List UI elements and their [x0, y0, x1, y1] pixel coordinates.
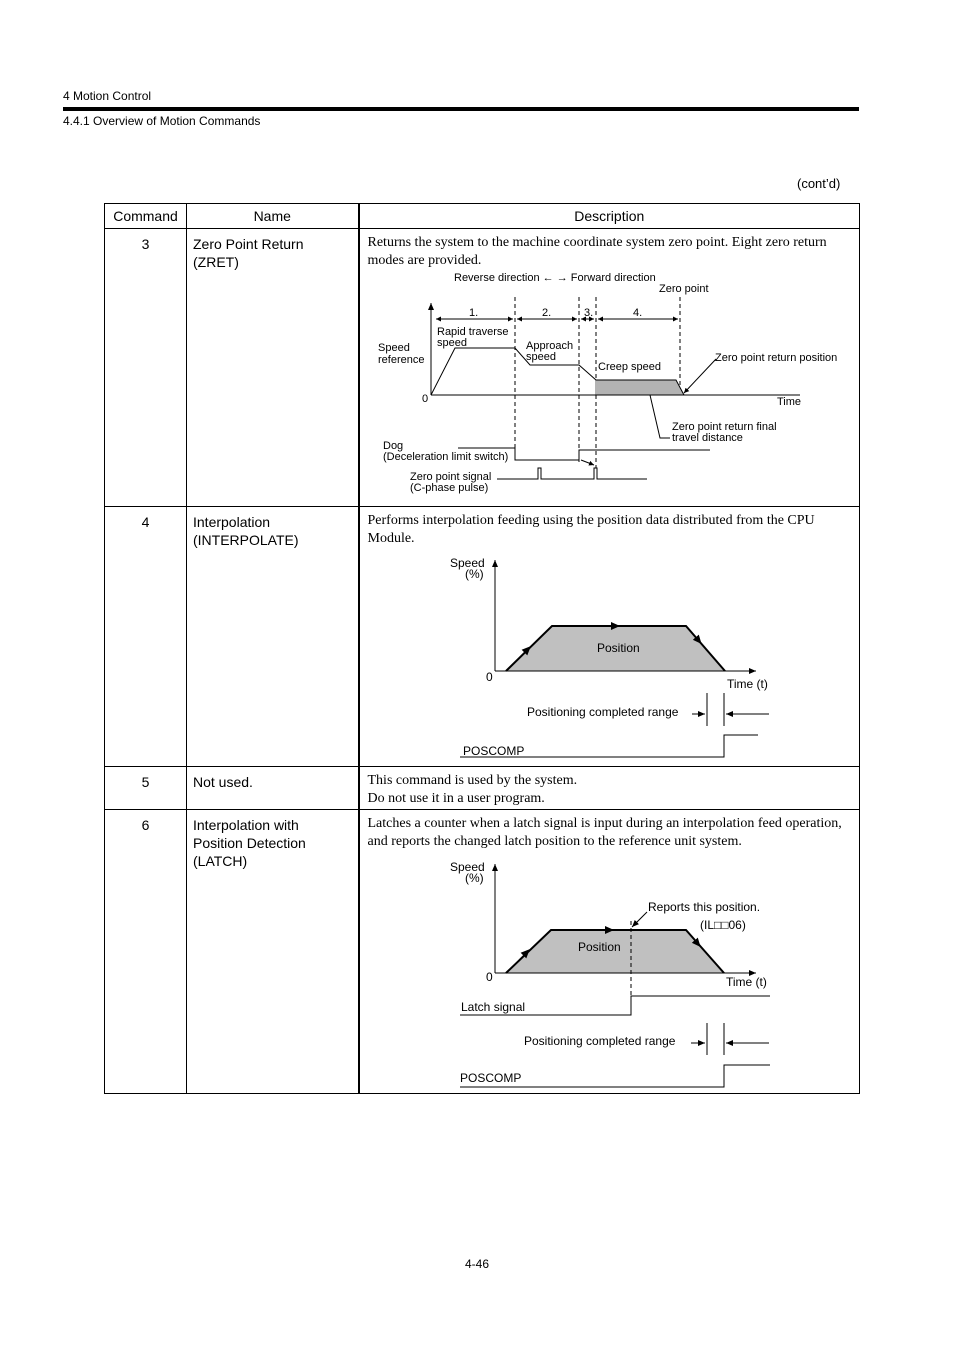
phase-label: 4. [632, 307, 642, 319]
column-header-name: Name [187, 204, 359, 229]
phase-label: 2. [541, 307, 551, 319]
return-position-leader [684, 359, 716, 393]
zero-point-return-diagram [360, 273, 849, 505]
command-name-line: Zero Point Return [193, 236, 304, 252]
table-row [105, 229, 860, 507]
poscomp-label: POSCOMP [459, 1071, 521, 1085]
column-header-command: Command [105, 204, 187, 229]
time-label: Time (t) [725, 975, 767, 989]
register-label: (IL□□06) [699, 918, 746, 932]
rapid-traverse-label: speed [436, 337, 467, 349]
table-row [105, 810, 860, 1094]
speed-reference-label: reference [377, 354, 424, 366]
approach-speed-label: Approach [525, 340, 573, 352]
zero-point-signal-line [497, 468, 647, 479]
creep-speed-area [595, 380, 684, 395]
command-name-line: (ZRET) [193, 254, 239, 270]
command-name [187, 229, 359, 507]
zero-point-signal-label: Zero point signal [409, 471, 491, 483]
description-line: Do not use it in a user program. [367, 791, 545, 806]
column-header-description: Description [359, 204, 860, 229]
command-number: 5 [105, 767, 187, 810]
command-name-line: Position Detection [193, 835, 306, 851]
percent-label: (%) [464, 567, 484, 581]
table-header-row [105, 204, 860, 229]
description-line: Latches a counter when a latch signal is input during an interpolation feed operation, [367, 816, 842, 831]
final-travel-distance-label: Zero point return final [671, 421, 777, 433]
final-travel-distance-label: travel distance [671, 432, 743, 444]
command-name-line: Interpolation with [193, 817, 299, 833]
description-line: Module. [367, 531, 415, 546]
reports-position-label: Reports this position. [647, 900, 760, 914]
phase-label: 3. [583, 307, 593, 319]
speed-reference-label: Speed [377, 342, 410, 354]
command-number: 6 [105, 810, 187, 1094]
header-rule [63, 107, 859, 111]
table-row [105, 767, 860, 810]
command-description [359, 767, 860, 810]
poscomp-label: POSCOMP [462, 744, 524, 758]
latch-signal-label: Latch signal [460, 1000, 525, 1014]
zero-point-signal-label: (C-phase pulse) [409, 482, 488, 494]
phase-label: 1. [468, 307, 478, 319]
page-number: 4-46 [464, 1257, 490, 1271]
origin-label: 0 [421, 393, 428, 405]
positioning-completed-range-label: Positioning completed range [523, 1034, 675, 1048]
command-name [187, 507, 359, 767]
origin-label: 0 [485, 970, 493, 984]
position-label: Position [596, 641, 640, 655]
rapid-traverse-label: Rapid traverse [436, 326, 509, 338]
approach-speed-label: speed [525, 351, 556, 363]
dog-label: (Deceleration limit switch) [382, 451, 508, 463]
speed-axis-label: Speed [449, 860, 485, 874]
command-name [187, 767, 359, 810]
origin-label: 0 [485, 670, 493, 684]
zero-point-label: Zero point [658, 283, 709, 295]
time-label: Time [776, 396, 801, 408]
motion-command-table [104, 203, 860, 1094]
command-name-line: Not used. [193, 774, 253, 790]
time-label: Time (t) [726, 677, 768, 691]
command-description [359, 507, 860, 767]
command-name-line: (LATCH) [193, 853, 248, 869]
positioning-completed-range-label: Positioning completed range [526, 705, 678, 719]
command-name-line: Interpolation [193, 514, 271, 530]
creep-speed-label: Creep speed [597, 361, 661, 373]
command-description [359, 229, 860, 507]
table-row [105, 507, 860, 767]
description-line: This command is used by the system. [367, 773, 578, 788]
percent-label: (%) [464, 871, 484, 885]
description-line: and reports the changed latch position to the reference unit system. [367, 834, 742, 849]
description-line: modes are provided. [367, 253, 482, 268]
command-number: 3 [105, 229, 187, 507]
final-distance-leader [650, 395, 670, 438]
zero-point-return-position-label: Zero point return position [714, 352, 837, 364]
dog-label: Dog [382, 440, 403, 452]
description-line: Returns the system to the machine coordinate system zero point. Eight zero return [367, 235, 827, 250]
description-line: Performs interpolation feeding using the position data distributed from the CPU [367, 513, 815, 528]
position-label: Position [577, 940, 621, 954]
direction-label: Reverse direction ← → Forward direction [453, 273, 656, 284]
command-name-line: (INTERPOLATE) [193, 532, 299, 548]
speed-axis-label: Speed [449, 556, 485, 570]
latch-diagram [360, 851, 849, 1089]
interpolation-diagram [360, 548, 849, 762]
continued-label: (cont’d) [797, 176, 841, 191]
reports-leader [632, 912, 647, 927]
command-description [359, 810, 860, 1094]
chapter-header: 4 Motion Control [63, 89, 152, 103]
command-number: 4 [105, 507, 187, 767]
dog-to-signal-arrow [581, 460, 594, 465]
section-header: 4.4.1 Overview of Motion Commands [63, 114, 261, 128]
command-name [187, 810, 359, 1094]
